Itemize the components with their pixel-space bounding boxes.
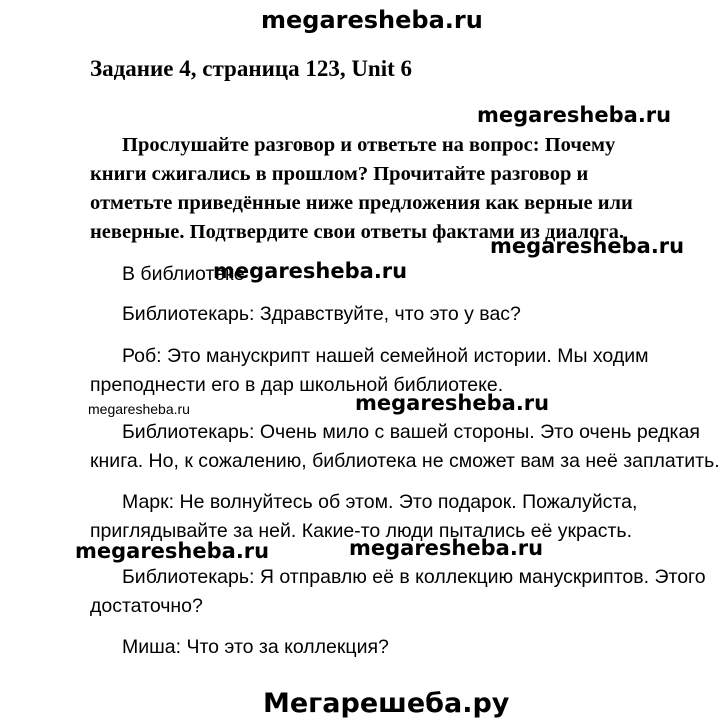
watermark-mid-1: megaresheba.ru — [355, 391, 550, 415]
dialog-line: достаточно? — [90, 595, 203, 617]
dialog-line: книга. Но, к сожалению, библиотека не сможет вам за неё заплатить. — [90, 450, 720, 472]
dialog-paragraph — [90, 300, 690, 329]
watermark-right-1: megaresheba.ru — [477, 103, 672, 127]
watermark-top: megaresheba.ru — [261, 6, 483, 34]
dialog-line: Марк: Не волнуйтесь об этом. Это подарок. Пожалуйста, — [122, 491, 638, 513]
dialog-paragraph — [90, 633, 690, 662]
watermark-small-left: megaresheba.ru — [88, 401, 190, 417]
dialog-paragraph — [90, 563, 706, 621]
dialog-line: Миша: Что это за коллекция? — [122, 636, 389, 658]
dialog-line: Библиотекарь: Я отправлю её в коллекцию манускриптов. Этого — [122, 566, 706, 588]
task-instruction: Прослушайте разговор и ответьте на вопрос: Почему книги сжигались в прошлом? Прочитайте разговор и отметьте приведённые ниже предложения как верные или неверные. Подтвердите свои ответы фактами из диалога. — [90, 134, 633, 243]
dialog-line: В библиотеке — [122, 263, 245, 285]
watermark-left-2: megaresheba.ru — [75, 539, 270, 563]
dialog-paragraph — [90, 418, 720, 476]
watermark-footer: Мегарешеба.ру — [263, 688, 510, 719]
dialog-line: Роб: Это манускрипт нашей семейной истории. Мы ходим — [122, 345, 649, 367]
dialog-line: Библиотекарь: Очень мило с вашей стороны. Это очень редкая — [122, 421, 700, 443]
watermark-mid-2: megaresheba.ru — [349, 536, 544, 560]
dialog-line: преподнести его в дар школьной библиотеке. — [90, 374, 504, 396]
dialog-line: приглядывайте за ней. Какие-то люди пытались её украсть. — [90, 520, 632, 542]
dialog-line: Библиотекарь: Здравствуйте, что это у вас? — [122, 303, 521, 325]
watermark-right-2: megaresheba.ru — [490, 234, 685, 258]
watermark-inline-1: megaresheba.ru — [213, 259, 408, 283]
page-title: Задание 4, страница 123, Unit 6 — [90, 56, 413, 81]
